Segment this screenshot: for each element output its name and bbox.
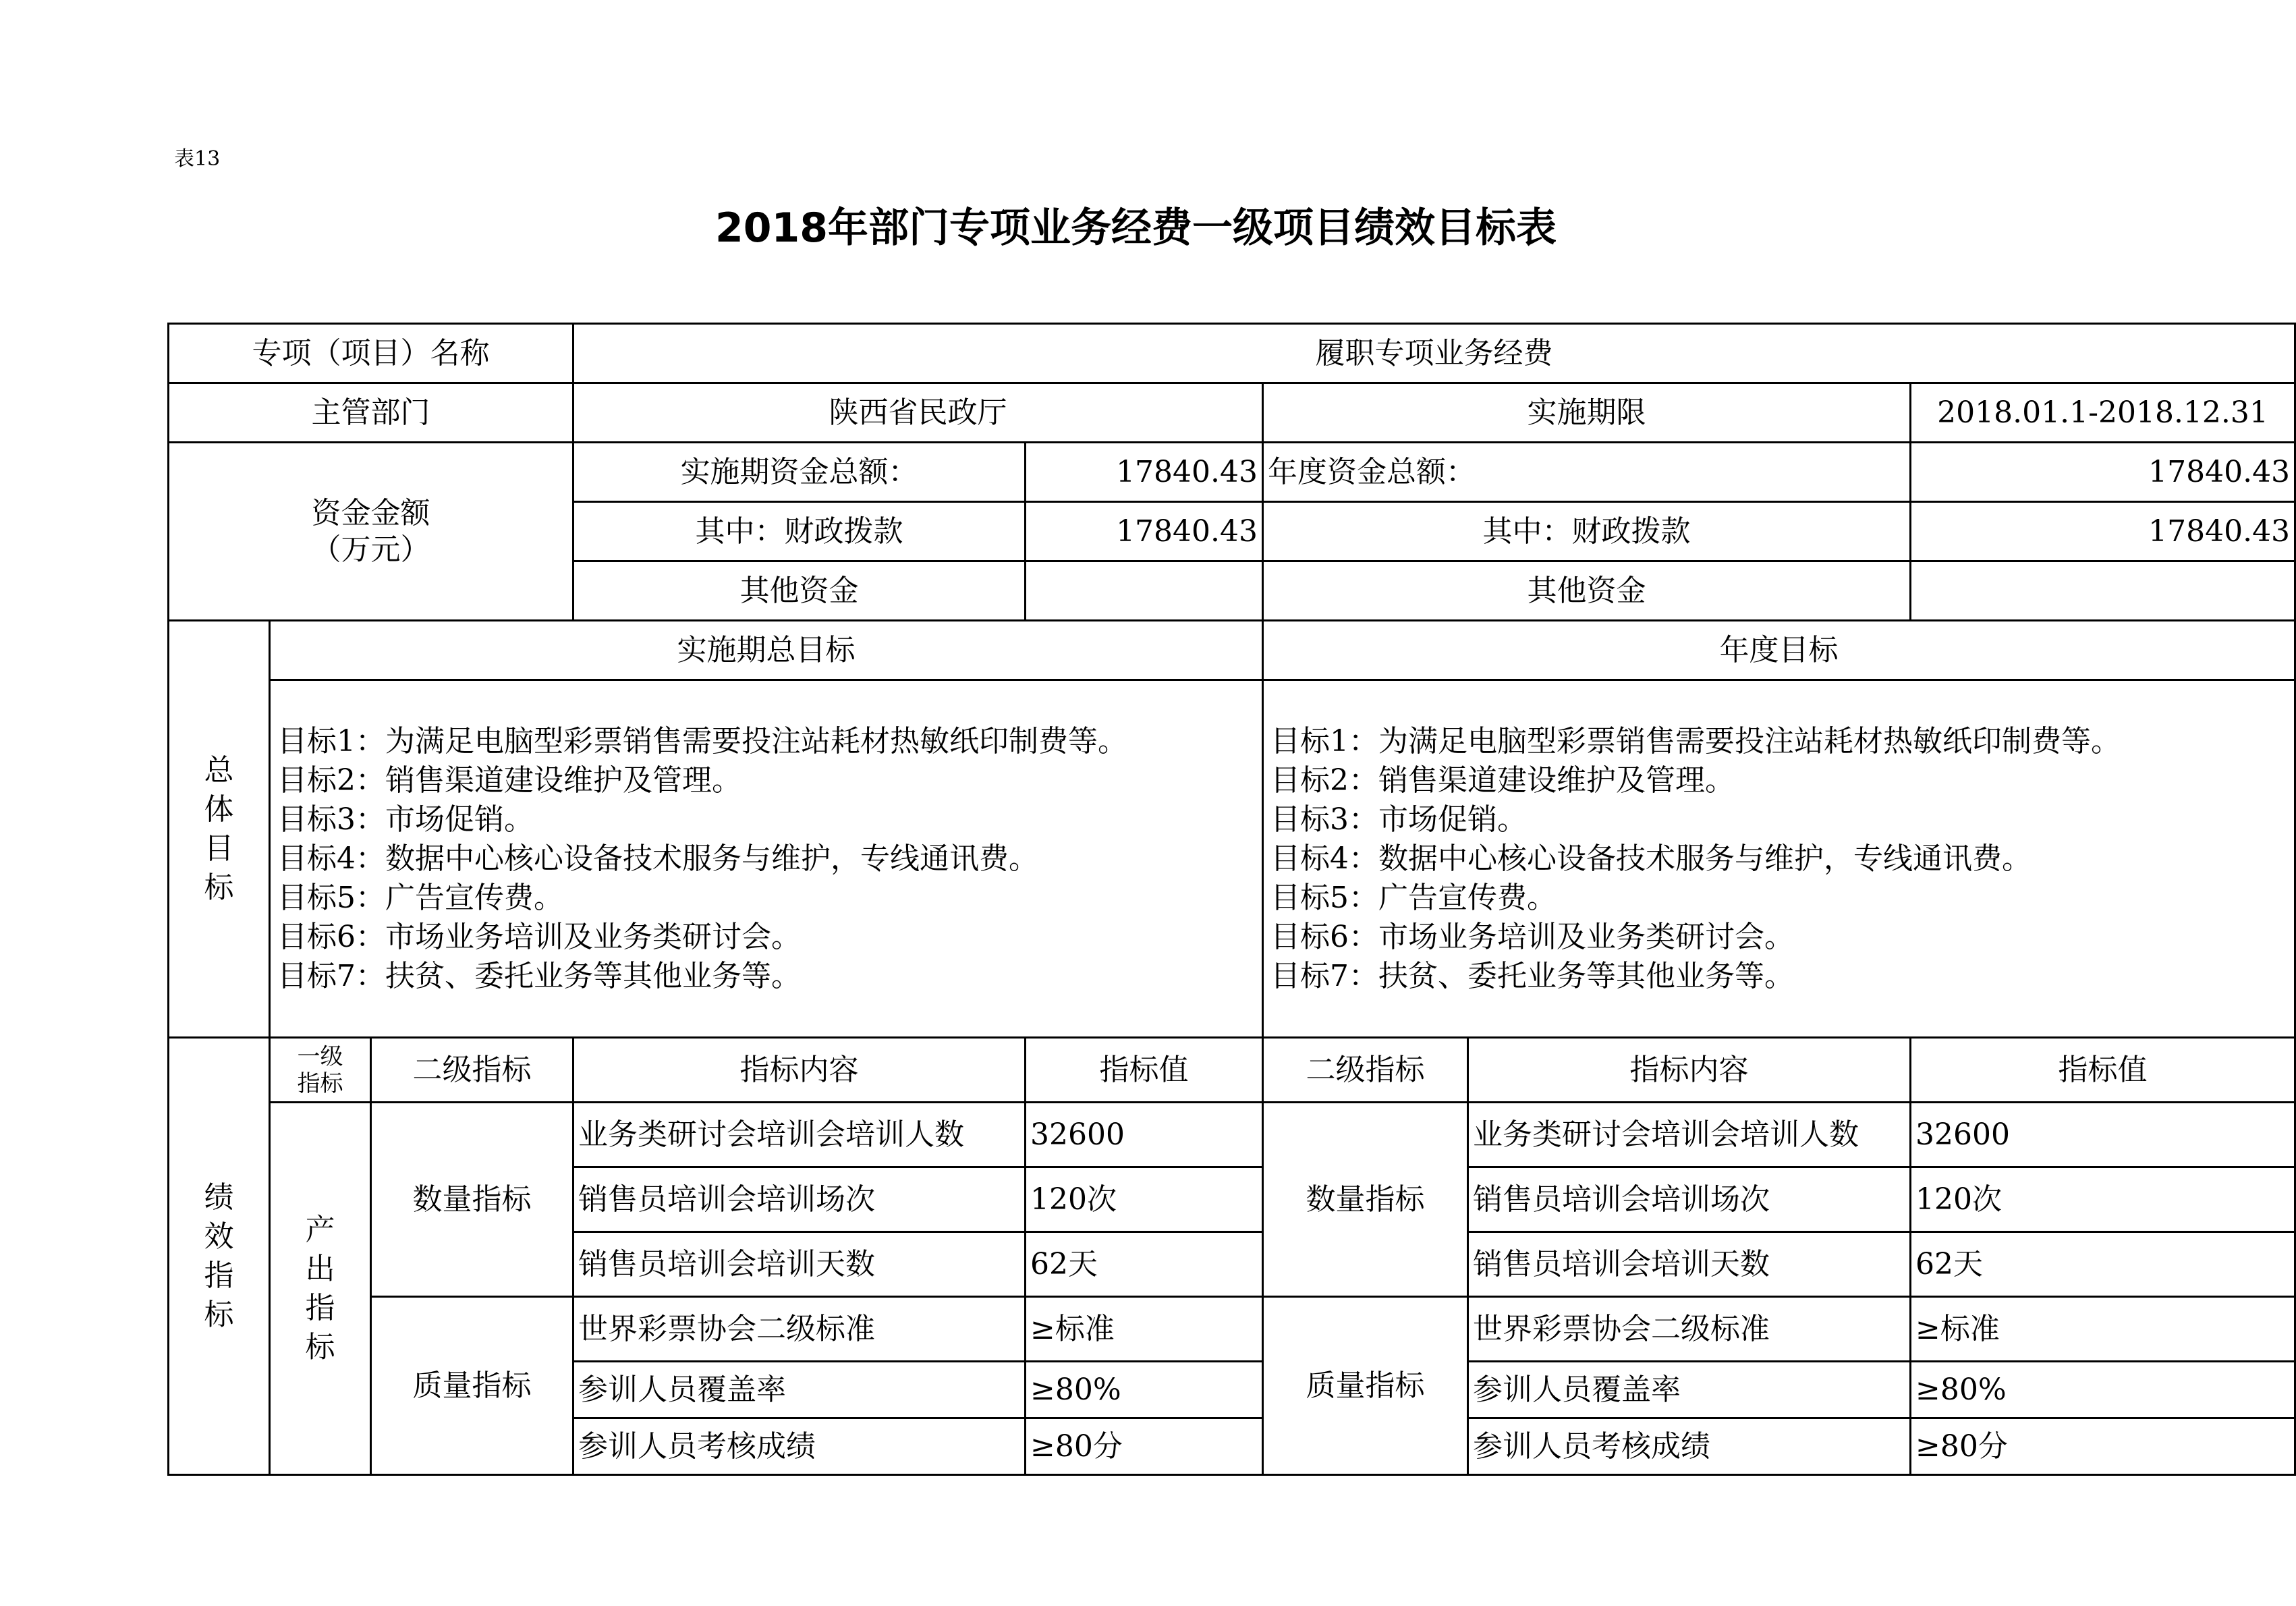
indicator-content: 世界彩票协会二级标准 bbox=[573, 1297, 1026, 1362]
annual-total-label: 年度资金总额： bbox=[1263, 443, 1911, 502]
annual-fiscal-label: 其中：财政拨款 bbox=[1263, 502, 1911, 561]
annual-goal-item: 目标1：为满足电脑型彩票销售需要投注站耗材热敏纸印制费等。 bbox=[1270, 723, 2121, 758]
period-goal-item: 目标7：扶贫、委托业务等其他业务等。 bbox=[277, 958, 801, 993]
goals-content-row bbox=[169, 680, 2295, 1038]
funds-label-line1: 资金金额 bbox=[311, 495, 430, 530]
annual-indicator-value: 120次 bbox=[1911, 1167, 2295, 1232]
period-other-value bbox=[1026, 561, 1263, 621]
annual-total-value: 17840.43 bbox=[1911, 443, 2295, 502]
annual-goal-item: 目标3：市场促销。 bbox=[1270, 802, 1528, 837]
annual-quality-indicator-label: 质量指标 bbox=[1263, 1297, 1468, 1475]
period-other-label: 其他资金 bbox=[573, 561, 1026, 621]
annual-indicator-content: 业务类研讨会培训会培训人数 bbox=[1468, 1103, 1911, 1167]
level2-header: 二级指标 bbox=[371, 1038, 573, 1103]
indicator-value: ≥标准 bbox=[1026, 1297, 1263, 1362]
table-number: 表13 bbox=[174, 147, 221, 171]
annual-indicator-value: 32600 bbox=[1911, 1103, 2295, 1167]
level1-header: 一级 指标 bbox=[270, 1038, 371, 1103]
annual-goal-item: 目标7：扶贫、委托业务等其他业务等。 bbox=[1270, 958, 1795, 993]
annual-other-label: 其他资金 bbox=[1263, 561, 1911, 621]
annual-indicator-content: 销售员培训会培训天数 bbox=[1468, 1232, 1911, 1297]
annual-other-value bbox=[1911, 561, 2295, 621]
annual-content-header: 指标内容 bbox=[1468, 1038, 1911, 1103]
table-row bbox=[169, 1297, 2295, 1362]
department-label: 主管部门 bbox=[169, 383, 573, 443]
period-total-label: 实施期资金总额： bbox=[573, 443, 1026, 502]
annual-goal-item: 目标4：数据中心核心设备技术服务与维护，专线通讯费。 bbox=[1270, 841, 2032, 876]
indicator-value: 120次 bbox=[1026, 1167, 1263, 1232]
goals-header-row bbox=[169, 621, 2295, 680]
annual-level2-header: 二级指标 bbox=[1263, 1038, 1468, 1103]
period-fiscal-label: 其中：财政拨款 bbox=[573, 502, 1026, 561]
project-name-row bbox=[169, 324, 2295, 383]
funds-label-line2: （万元） bbox=[311, 532, 430, 567]
period-goals-list bbox=[270, 680, 1263, 1038]
period-goal-item: 目标5：广告宣传费。 bbox=[277, 880, 563, 915]
annual-indicator-value: ≥标准 bbox=[1911, 1297, 2295, 1362]
indicator-content: 参训人员覆盖率 bbox=[573, 1362, 1026, 1418]
indicator-content: 销售员培训会培训天数 bbox=[573, 1232, 1026, 1297]
project-name-value: 履职专项业务经费 bbox=[573, 324, 2295, 383]
value-header: 指标值 bbox=[1026, 1038, 1263, 1103]
annual-goal-item: 目标6：市场业务培训及业务类研讨会。 bbox=[1270, 919, 1795, 954]
period-value: 2018.01.1-2018.12.31 bbox=[1911, 383, 2295, 443]
annual-indicator-content: 世界彩票协会二级标准 bbox=[1468, 1297, 1911, 1362]
department-row bbox=[169, 383, 2295, 443]
content-header: 指标内容 bbox=[573, 1038, 1026, 1103]
indicator-value: 62天 bbox=[1026, 1232, 1263, 1297]
indicator-value: ≥80% bbox=[1026, 1362, 1263, 1418]
period-label: 实施期限 bbox=[1263, 383, 1911, 443]
output-indicators-label: 产 出 指 标 bbox=[270, 1103, 371, 1475]
annual-goal-item: 目标5：广告宣传费。 bbox=[1270, 880, 1557, 915]
funds-label bbox=[169, 443, 573, 621]
performance-table bbox=[167, 323, 2296, 1476]
department-value: 陕西省民政厅 bbox=[573, 383, 1263, 443]
indicator-content: 业务类研讨会培训会培训人数 bbox=[573, 1103, 1026, 1167]
quality-indicator-label: 质量指标 bbox=[371, 1297, 573, 1475]
indicator-content: 参训人员考核成绩 bbox=[573, 1418, 1026, 1475]
annual-indicator-content: 参训人员考核成绩 bbox=[1468, 1418, 1911, 1475]
performance-indicators-label: 绩 效 指 标 bbox=[169, 1038, 270, 1475]
period-goal-item: 目标2：销售渠道建设维护及管理。 bbox=[277, 763, 741, 798]
funds-total-row bbox=[169, 443, 2295, 502]
indicator-value: 32600 bbox=[1026, 1103, 1263, 1167]
indicator-content: 销售员培训会培训场次 bbox=[573, 1167, 1026, 1232]
period-total-value: 17840.43 bbox=[1026, 443, 1263, 502]
annual-fiscal-value: 17840.43 bbox=[1911, 502, 2295, 561]
period-goal-item: 目标3：市场促销。 bbox=[277, 802, 534, 837]
annual-goals-header: 年度目标 bbox=[1263, 621, 2295, 680]
period-goal-item: 目标4：数据中心核心设备技术服务与维护，专线通讯费。 bbox=[277, 841, 1038, 876]
annual-indicator-value: ≥80分 bbox=[1911, 1418, 2295, 1475]
annual-indicator-value: ≥80% bbox=[1911, 1362, 2295, 1418]
table-row bbox=[169, 1103, 2295, 1167]
project-name-label: 专项（项目）名称 bbox=[169, 324, 573, 383]
indicators-header-row bbox=[169, 1038, 2295, 1103]
page-title: 2018年部门专项业务经费一级项目绩效目标表 bbox=[715, 204, 1557, 252]
annual-indicator-content: 参训人员覆盖率 bbox=[1468, 1362, 1911, 1418]
annual-indicator-value: 62天 bbox=[1911, 1232, 2295, 1297]
indicator-value: ≥80分 bbox=[1026, 1418, 1263, 1475]
annual-goals-list bbox=[1263, 680, 2295, 1038]
period-goals-header: 实施期总目标 bbox=[270, 621, 1263, 680]
overall-goals-label: 总 体 目 标 bbox=[169, 621, 270, 1038]
quantity-indicator-label: 数量指标 bbox=[371, 1103, 573, 1297]
annual-goal-item: 目标2：销售渠道建设维护及管理。 bbox=[1270, 763, 1735, 798]
period-goal-item: 目标6：市场业务培训及业务类研讨会。 bbox=[277, 919, 801, 954]
annual-value-header: 指标值 bbox=[1911, 1038, 2295, 1103]
annual-quantity-indicator-label: 数量指标 bbox=[1263, 1103, 1468, 1297]
period-fiscal-value: 17840.43 bbox=[1026, 502, 1263, 561]
period-goal-item: 目标1：为满足电脑型彩票销售需要投注站耗材热敏纸印制费等。 bbox=[277, 723, 1127, 758]
annual-indicator-content: 销售员培训会培训场次 bbox=[1468, 1167, 1911, 1232]
